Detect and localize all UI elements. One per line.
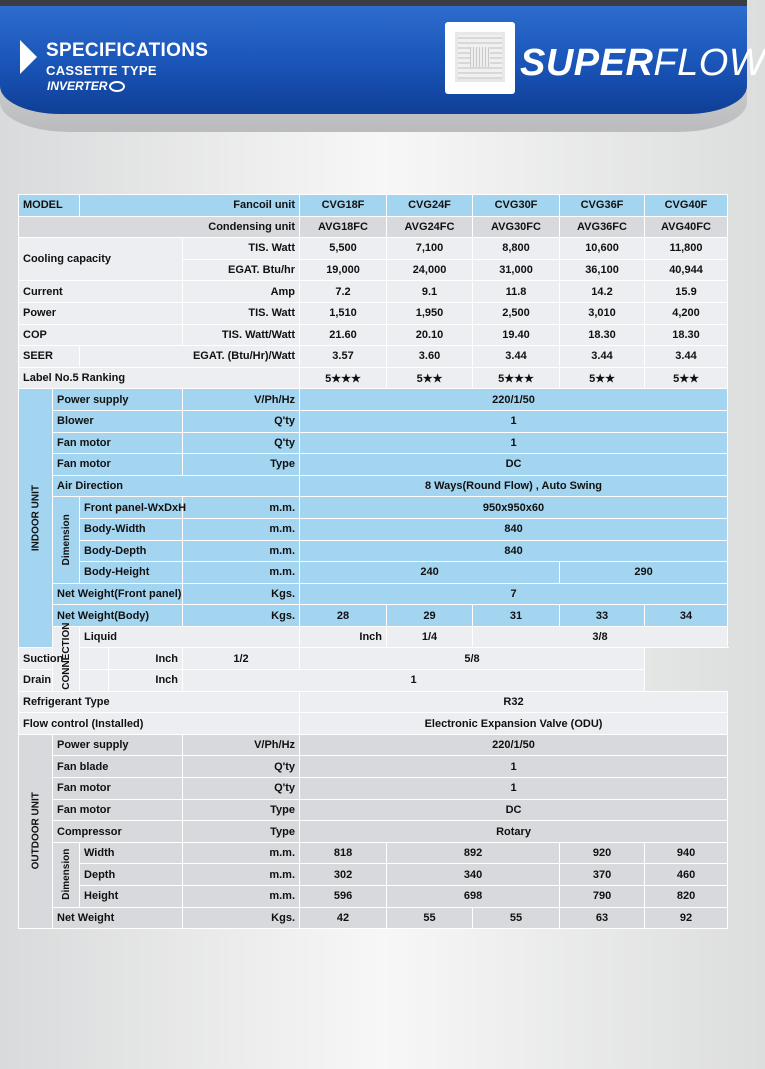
value-cell: 3/8 bbox=[473, 626, 728, 648]
row-label: Air Direction bbox=[53, 475, 300, 497]
value-cell: 220/1/50 bbox=[300, 389, 728, 411]
model-label: MODEL bbox=[19, 195, 80, 217]
row-label: Label No.5 Ranking bbox=[19, 367, 300, 389]
outdoor-fanmotor-qty-row bbox=[19, 778, 728, 800]
unit-label: V/Ph/Hz bbox=[183, 389, 300, 411]
unit-label: Type bbox=[183, 454, 300, 476]
value-cell: 940 bbox=[645, 842, 728, 864]
value-cell: 5/8 bbox=[300, 648, 645, 670]
condensing-model: AVG24FC bbox=[387, 216, 473, 238]
value-cell: 11.8 bbox=[473, 281, 560, 303]
value-cell: 33 bbox=[560, 605, 645, 627]
value-cell: 1 bbox=[300, 756, 728, 778]
value-cell: 820 bbox=[645, 886, 728, 908]
unit-label: m.m. bbox=[183, 886, 300, 908]
value-cell: 3.44 bbox=[560, 346, 645, 368]
value-cell: 1 bbox=[300, 778, 728, 800]
indoor-netbody-row bbox=[19, 605, 728, 627]
value-cell: R32 bbox=[300, 691, 728, 713]
rating-cell: 5★★ bbox=[387, 367, 473, 389]
unit-label: Kgs. bbox=[183, 605, 300, 627]
indoor-bodywidth-row bbox=[19, 518, 728, 540]
row-label: Body-Height bbox=[80, 562, 183, 584]
section-label-connection: CONNECTION bbox=[53, 626, 80, 691]
row-label: Refrigerant Type bbox=[19, 691, 300, 713]
unit-label: EGAT. Btu/hr bbox=[183, 259, 300, 281]
rating-cell: 5★★ bbox=[645, 367, 728, 389]
label5-row bbox=[19, 367, 728, 389]
row-label: Compressor bbox=[53, 821, 183, 843]
unit-label: Type bbox=[183, 799, 300, 821]
unit-label: m.m. bbox=[183, 540, 300, 562]
indoor-airdir-row bbox=[19, 475, 728, 497]
indoor-netfront-row bbox=[19, 583, 728, 605]
value-cell: 240 bbox=[300, 562, 560, 584]
unit-label: Kgs. bbox=[183, 907, 300, 929]
row-label: Net Weight(Body) bbox=[53, 605, 183, 627]
row-label: Drain bbox=[19, 670, 109, 692]
value-cell: 92 bbox=[645, 907, 728, 929]
row-label: Net Weight(Front panel) bbox=[53, 583, 183, 605]
value-cell: 596 bbox=[300, 886, 387, 908]
value-cell: 7,100 bbox=[387, 238, 473, 260]
value-cell: Rotary bbox=[300, 821, 728, 843]
indoor-bodydepth-row bbox=[19, 540, 728, 562]
value-cell: 34 bbox=[645, 605, 728, 627]
value-cell: 36,100 bbox=[560, 259, 645, 281]
value-cell: 302 bbox=[300, 864, 387, 886]
outdoor-fanmotor-type-row bbox=[19, 799, 728, 821]
value-cell: 290 bbox=[560, 562, 728, 584]
row-label: Height bbox=[80, 886, 183, 908]
row-label: COP bbox=[19, 324, 183, 346]
fancoil-model: CVG18F bbox=[300, 195, 387, 217]
value-cell: 10,600 bbox=[560, 238, 645, 260]
spec-table bbox=[18, 194, 728, 929]
indoor-frontpanel-row bbox=[19, 497, 728, 519]
value-cell: 1,950 bbox=[387, 302, 473, 324]
value-cell: 460 bbox=[645, 864, 728, 886]
inverter-logo: INVERTER bbox=[47, 79, 125, 93]
conn-drain-row bbox=[19, 670, 728, 692]
indoor-power-row bbox=[19, 389, 728, 411]
value-cell: 19.40 bbox=[473, 324, 560, 346]
value-cell: 40,944 bbox=[645, 259, 728, 281]
value-cell: DC bbox=[300, 454, 728, 476]
condensing-label: Condensing unit bbox=[19, 216, 300, 238]
row-label: Fan motor bbox=[53, 454, 183, 476]
section-label-indoor: INDOOR UNIT bbox=[19, 389, 53, 648]
unit-label: EGAT. (Btu/Hr)/Watt bbox=[80, 346, 300, 368]
value-cell: 11,800 bbox=[645, 238, 728, 260]
value-cell: 840 bbox=[300, 540, 728, 562]
power-row bbox=[19, 302, 728, 324]
dimension-label: Dimension bbox=[53, 842, 80, 907]
row-label: Fan motor bbox=[53, 778, 183, 800]
row-label: Power supply bbox=[53, 389, 183, 411]
indoor-fanmotor-type-row bbox=[19, 454, 728, 476]
value-cell: 3,010 bbox=[560, 302, 645, 324]
play-arrow-icon bbox=[20, 40, 37, 74]
value-cell: 1 bbox=[183, 670, 645, 692]
value-cell: 55 bbox=[387, 907, 473, 929]
dimension-label: Dimension bbox=[53, 497, 80, 583]
unit-label: m.m. bbox=[183, 518, 300, 540]
condensing-model: AVG36FC bbox=[560, 216, 645, 238]
value-cell: 63 bbox=[560, 907, 645, 929]
value-cell: 3.57 bbox=[300, 346, 387, 368]
value-cell: 55 bbox=[473, 907, 560, 929]
value-cell: 4,200 bbox=[645, 302, 728, 324]
fancoil-label: Fancoil unit bbox=[80, 195, 300, 217]
value-cell: 18.30 bbox=[560, 324, 645, 346]
unit-label: m.m. bbox=[183, 497, 300, 519]
value-cell: 21.60 bbox=[300, 324, 387, 346]
row-label: Liquid bbox=[80, 626, 300, 648]
conn-liquid-row bbox=[19, 626, 728, 648]
value-cell: 19,000 bbox=[300, 259, 387, 281]
value-cell: 15.9 bbox=[645, 281, 728, 303]
unit-label: Q'ty bbox=[183, 778, 300, 800]
condensing-model: AVG40FC bbox=[645, 216, 728, 238]
value-cell: 9.1 bbox=[387, 281, 473, 303]
value-cell: DC bbox=[300, 799, 728, 821]
value-cell: 5,500 bbox=[300, 238, 387, 260]
outdoor-power-row bbox=[19, 734, 728, 756]
value-cell: 7 bbox=[300, 583, 728, 605]
condensing-row bbox=[19, 216, 728, 238]
row-label: Suction bbox=[19, 648, 109, 670]
section-label-outdoor: OUTDOOR UNIT bbox=[19, 734, 53, 928]
rating-cell: 5★★★ bbox=[300, 367, 387, 389]
row-label: Fan motor bbox=[53, 799, 183, 821]
row-label: Body-Depth bbox=[80, 540, 183, 562]
unit-label: TIS. Watt bbox=[183, 238, 300, 260]
value-cell: Electronic Expansion Valve (ODU) bbox=[300, 713, 728, 735]
value-cell: 370 bbox=[560, 864, 645, 886]
rating-cell: 5★★★ bbox=[473, 367, 560, 389]
value-cell: 8 Ways(Round Flow) , Auto Swing bbox=[300, 475, 728, 497]
row-label: Depth bbox=[80, 864, 183, 886]
value-cell: 790 bbox=[560, 886, 645, 908]
value-cell: 20.10 bbox=[387, 324, 473, 346]
flowcontrol-row bbox=[19, 713, 728, 735]
unit-label: TIS. Watt bbox=[183, 302, 300, 324]
swirl-icon bbox=[109, 81, 125, 92]
value-cell: 42 bbox=[300, 907, 387, 929]
row-label: Width bbox=[80, 842, 183, 864]
value-cell: 7.2 bbox=[300, 281, 387, 303]
current-row bbox=[19, 281, 728, 303]
refrigerant-row bbox=[19, 691, 728, 713]
value-cell: 29 bbox=[387, 605, 473, 627]
value-cell: 840 bbox=[300, 518, 728, 540]
row-label: Fan motor bbox=[53, 432, 183, 454]
unit-label: Inch bbox=[300, 626, 387, 648]
brand-logo: SUPERFLOW bbox=[520, 42, 765, 84]
page-subtitle: CASSETTE TYPE bbox=[46, 63, 157, 78]
row-label: Flow control (Installed) bbox=[19, 713, 300, 735]
outdoor-compressor-row bbox=[19, 821, 728, 843]
unit-label: Amp bbox=[183, 281, 300, 303]
fancoil-model: CVG24F bbox=[387, 195, 473, 217]
value-cell: 818 bbox=[300, 842, 387, 864]
value-cell: 24,000 bbox=[387, 259, 473, 281]
indoor-fanmotor-qty-row bbox=[19, 432, 728, 454]
value-cell: 340 bbox=[387, 864, 560, 886]
value-cell: 14.2 bbox=[560, 281, 645, 303]
outdoor-fanblade-row bbox=[19, 756, 728, 778]
cassette-grille-icon bbox=[455, 32, 505, 82]
value-cell: 1,510 bbox=[300, 302, 387, 324]
value-cell: 920 bbox=[560, 842, 645, 864]
unit-label: m.m. bbox=[183, 842, 300, 864]
unit-label: Type bbox=[183, 821, 300, 843]
model-row bbox=[19, 195, 728, 217]
unit-label: Q'ty bbox=[183, 756, 300, 778]
unit-label: Inch bbox=[109, 648, 183, 670]
value-cell: 18.30 bbox=[645, 324, 728, 346]
row-label: Power supply bbox=[53, 734, 183, 756]
unit-label: m.m. bbox=[183, 562, 300, 584]
row-label: Blower bbox=[53, 410, 183, 432]
fancoil-model: CVG30F bbox=[473, 195, 560, 217]
row-label: Current bbox=[19, 281, 183, 303]
value-cell: 892 bbox=[387, 842, 560, 864]
fancoil-model: CVG40F bbox=[645, 195, 728, 217]
value-cell: 31,000 bbox=[473, 259, 560, 281]
unit-label: Q'ty bbox=[183, 432, 300, 454]
value-cell: 1/4 bbox=[387, 626, 473, 648]
value-cell: 220/1/50 bbox=[300, 734, 728, 756]
value-cell: 1 bbox=[300, 432, 728, 454]
unit-label: Inch bbox=[109, 670, 183, 692]
value-cell: 3.44 bbox=[473, 346, 560, 368]
value-cell: 698 bbox=[387, 886, 560, 908]
row-label: Body-Width bbox=[80, 518, 183, 540]
seer-row bbox=[19, 346, 728, 368]
indoor-blower-row bbox=[19, 410, 728, 432]
unit-label: Q'ty bbox=[183, 410, 300, 432]
conn-suction-row bbox=[19, 648, 728, 670]
condensing-model: AVG30FC bbox=[473, 216, 560, 238]
page-title: SPECIFICATIONS bbox=[46, 40, 209, 61]
row-label: Power bbox=[19, 302, 183, 324]
value-cell: 3.44 bbox=[645, 346, 728, 368]
value-cell: 8,800 bbox=[473, 238, 560, 260]
unit-label: V/Ph/Hz bbox=[183, 734, 300, 756]
unit-label: TIS. Watt/Watt bbox=[183, 324, 300, 346]
fancoil-model: CVG36F bbox=[560, 195, 645, 217]
row-label: Fan blade bbox=[53, 756, 183, 778]
outdoor-width-row bbox=[19, 842, 728, 864]
product-image bbox=[445, 22, 515, 94]
indoor-bodyheight-row bbox=[19, 562, 728, 584]
value-cell: 950x950x60 bbox=[300, 497, 728, 519]
row-label: Net Weight bbox=[53, 907, 183, 929]
condensing-model: AVG18FC bbox=[300, 216, 387, 238]
outdoor-depth-row bbox=[19, 864, 728, 886]
value-cell: 31 bbox=[473, 605, 560, 627]
row-label: SEER bbox=[19, 346, 80, 368]
rating-cell: 5★★ bbox=[560, 367, 645, 389]
cooling-row-1 bbox=[19, 238, 728, 260]
value-cell: 28 bbox=[300, 605, 387, 627]
cooling-label: Cooling capacity bbox=[19, 238, 183, 281]
row-label: Front panel-WxDxH bbox=[80, 497, 183, 519]
value-cell: 1 bbox=[300, 410, 728, 432]
value-cell: 3.60 bbox=[387, 346, 473, 368]
cop-row bbox=[19, 324, 728, 346]
value-cell: 2,500 bbox=[473, 302, 560, 324]
unit-label: m.m. bbox=[183, 864, 300, 886]
outdoor-height-row bbox=[19, 886, 728, 908]
value-cell: 1/2 bbox=[183, 648, 300, 670]
outdoor-netweight-row bbox=[19, 907, 728, 929]
unit-label: Kgs. bbox=[183, 583, 300, 605]
header-banner bbox=[0, 0, 765, 114]
